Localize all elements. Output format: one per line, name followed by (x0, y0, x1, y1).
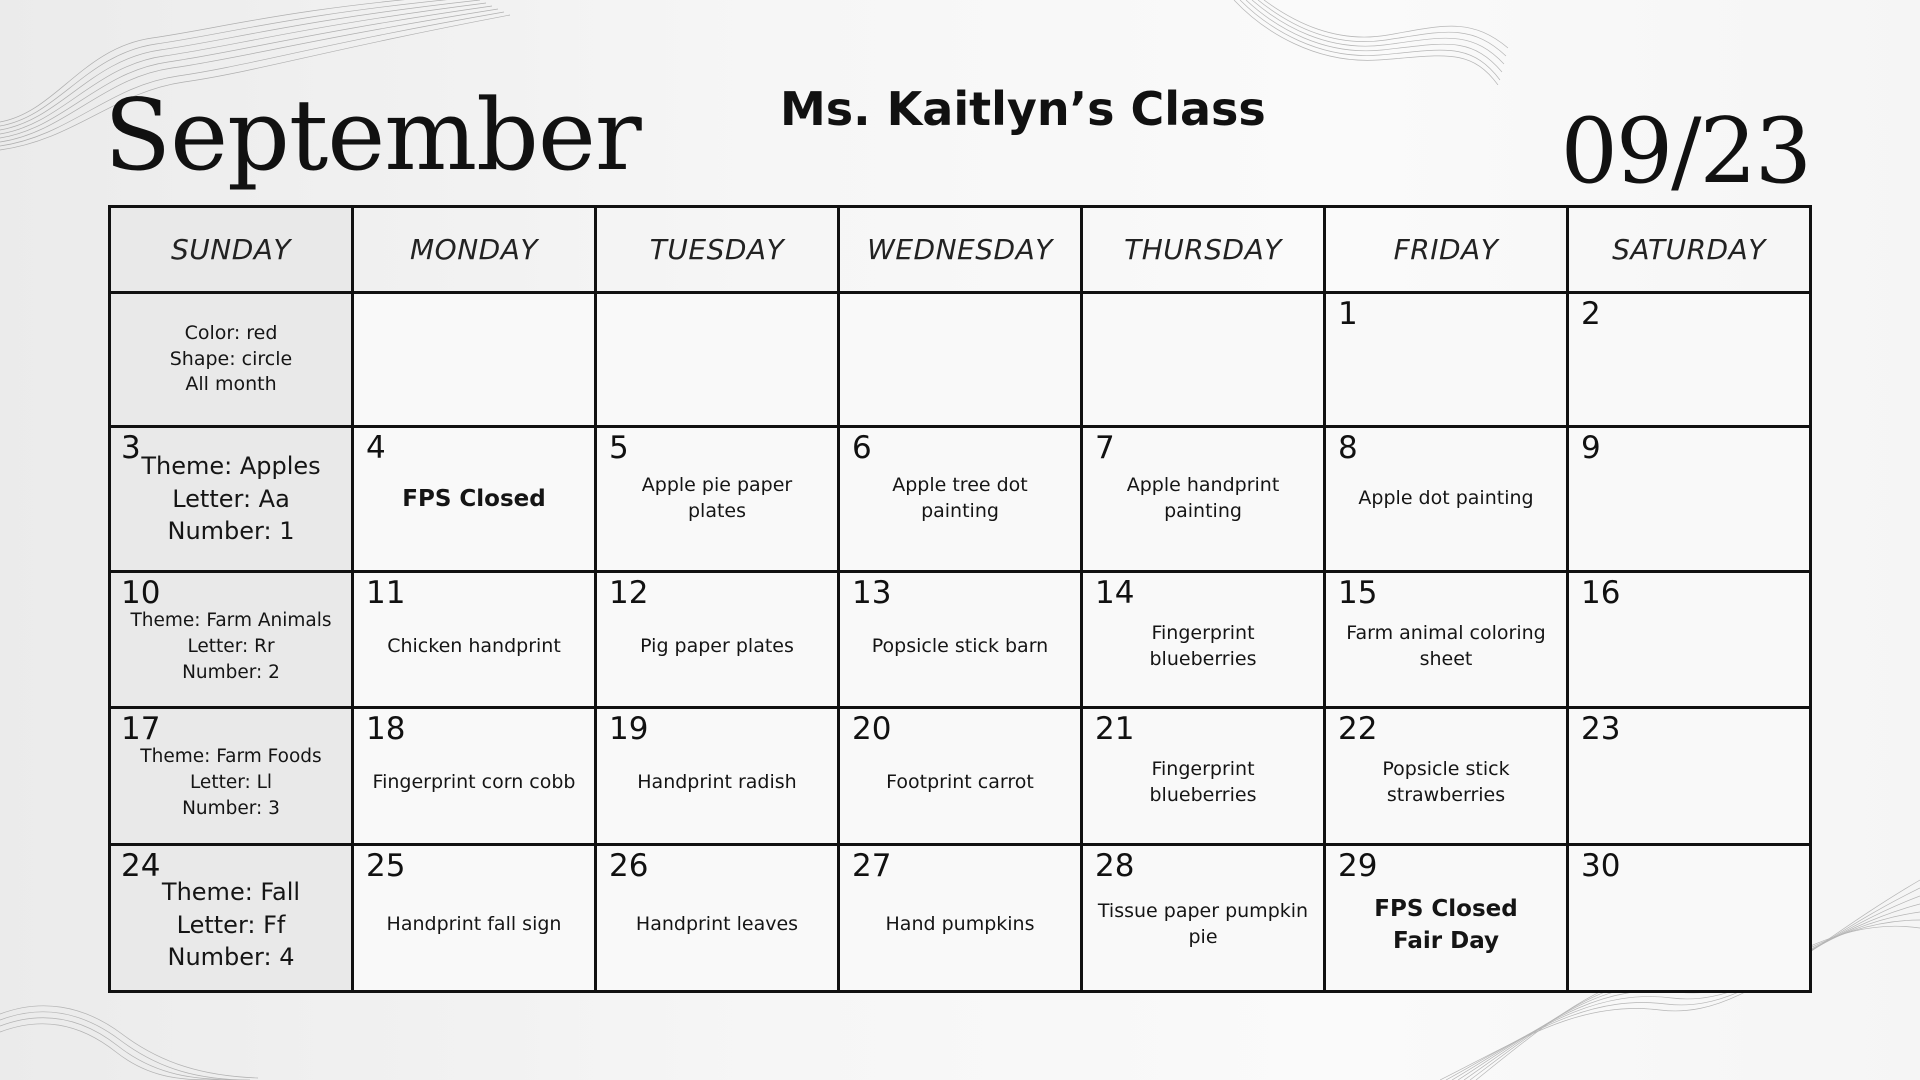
day-cell-12 (596, 572, 839, 708)
activity-text: Handprint leaves (635, 912, 799, 935)
day-number: 7 (1095, 429, 1115, 466)
day-cell-6 (839, 426, 1082, 571)
day-number: 9 (1581, 429, 1601, 466)
day-cell-4 (353, 426, 596, 571)
day-number: 21 (1095, 711, 1135, 748)
day-number: 10 (121, 575, 161, 612)
day-cell-23 (1568, 708, 1811, 844)
activity-text: Handprint radish (637, 771, 797, 794)
day-number: 12 (609, 575, 649, 612)
day-number: 2 (1581, 295, 1601, 332)
closure-note: FPS Closed (402, 485, 546, 512)
day-cell-11 (353, 572, 596, 708)
day-number: 29 (1338, 847, 1378, 884)
day-cell-3 (110, 426, 353, 571)
weekday-label: TUESDAY (649, 232, 785, 266)
day-number: 8 (1338, 429, 1358, 466)
day-cell-10 (110, 572, 353, 708)
day-number: 20 (852, 711, 892, 748)
weekday-label: MONDAY (410, 232, 538, 266)
cell-text: Color: red Shape: circle All month (169, 321, 293, 396)
day-cell-empty (353, 292, 596, 426)
day-cell-28 (1082, 844, 1325, 991)
day-cell-20 (839, 708, 1082, 844)
week-row-1 (110, 292, 1811, 426)
week-row-2 (110, 426, 1811, 571)
header-friday (1325, 207, 1568, 293)
day-number: 28 (1095, 847, 1135, 884)
weekday-label: FRIDAY (1393, 232, 1499, 266)
day-number: 11 (366, 575, 406, 612)
day-number: 14 (1095, 575, 1135, 612)
day-cell-25 (353, 844, 596, 991)
activity-text: Apple tree dot painting (892, 474, 1028, 523)
day-cell-29 (1325, 844, 1568, 991)
week-row-5 (110, 844, 1811, 991)
day-number: 4 (366, 429, 386, 466)
class-title: Ms. Kaitlyn’s Class (780, 82, 1266, 136)
weekday-label: SATURDAY (1612, 232, 1766, 266)
day-number: 26 (609, 847, 649, 884)
header-sunday (110, 207, 353, 293)
activity-text: Pig paper plates (640, 635, 794, 657)
day-number: 30 (1581, 847, 1621, 884)
weekly-theme: Theme: Fall Letter: Ff Number: 4 (161, 878, 301, 971)
day-cell-monthly-info (110, 292, 353, 426)
day-number: 17 (121, 711, 161, 748)
day-cell-14 (1082, 572, 1325, 708)
activity-text: Apple handprint painting (1126, 474, 1280, 523)
day-cell-30 (1568, 844, 1811, 991)
day-number: 13 (852, 575, 892, 612)
day-number: 27 (852, 847, 892, 884)
date-code: 09/23 (1560, 99, 1810, 204)
activity-text: Hand pumpkins (885, 912, 1035, 935)
activity-text: Chicken handprint (387, 635, 561, 657)
day-number: 25 (366, 847, 406, 884)
day-cell-15 (1325, 572, 1568, 708)
day-cell-22 (1325, 708, 1568, 844)
header-saturday (1568, 207, 1811, 293)
month-title: September (104, 79, 641, 193)
day-cell-19 (596, 708, 839, 844)
weekday-header-row (110, 207, 1811, 293)
day-number: 23 (1581, 711, 1621, 748)
header-wednesday (839, 207, 1082, 293)
day-cell-26 (596, 844, 839, 991)
day-cell-17 (110, 708, 353, 844)
activity-text: Farm animal coloring sheet (1346, 622, 1546, 670)
weekly-theme: Theme: Apples Letter: Aa Number: 1 (141, 452, 321, 546)
header-tuesday (596, 207, 839, 293)
day-cell-empty (596, 292, 839, 426)
day-number: 1 (1338, 295, 1358, 332)
activity-text: Handprint fall sign (386, 912, 562, 935)
week-row-3 (110, 572, 1811, 708)
activity-text: Fingerprint corn cobb (372, 771, 576, 794)
day-number: 19 (609, 711, 649, 748)
header-monday (353, 207, 596, 293)
day-cell-empty (839, 292, 1082, 426)
activity-text: Apple dot painting (1358, 487, 1534, 510)
weekday-label: WEDNESDAY (867, 232, 1053, 266)
weekly-theme: Theme: Farm Foods Letter: Ll Number: 3 (140, 746, 322, 819)
header-thursday (1082, 207, 1325, 293)
wave-decoration-top-center (1230, 0, 1510, 85)
day-cell-9 (1568, 426, 1811, 571)
day-cell-8 (1325, 426, 1568, 571)
day-cell-24 (110, 844, 353, 991)
activity-text: Apple pie paper plates (641, 474, 793, 523)
activity-text: Popsicle stick strawberries (1382, 758, 1510, 807)
day-cell-21 (1082, 708, 1325, 844)
weekday-label: THURSDAY (1124, 232, 1282, 266)
activity-text: Fingerprint blueberries (1149, 758, 1257, 807)
day-cell-16 (1568, 572, 1811, 708)
calendar-grid (108, 205, 1812, 993)
day-number: 15 (1338, 575, 1378, 612)
wave-decoration-bottom-left (0, 1000, 260, 1080)
day-cell-18 (353, 708, 596, 844)
day-number: 22 (1338, 711, 1378, 748)
activity-text: Fingerprint blueberries (1149, 622, 1257, 670)
day-cell-empty (1082, 292, 1325, 426)
day-cell-7 (1082, 426, 1325, 571)
activity-text: Tissue paper pumpkin pie (1097, 900, 1309, 948)
day-number: 24 (121, 847, 161, 884)
weekday-label: SUNDAY (170, 232, 292, 266)
day-number: 18 (366, 711, 406, 748)
day-cell-27 (839, 844, 1082, 991)
week-row-4 (110, 708, 1811, 844)
day-cell-1 (1325, 292, 1568, 426)
day-cell-5 (596, 426, 839, 571)
day-cell-13 (839, 572, 1082, 708)
day-number: 5 (609, 429, 629, 466)
activity-text: Popsicle stick barn (871, 635, 1049, 657)
day-number: 3 (121, 429, 141, 466)
day-number: 6 (852, 429, 872, 466)
weekly-theme: Theme: Farm Animals Letter: Rr Number: 2 (130, 609, 332, 683)
closure-note: FPS Closed Fair Day (1374, 895, 1518, 954)
activity-text: Footprint carrot (886, 771, 1034, 794)
day-number: 16 (1581, 575, 1621, 612)
day-cell-2 (1568, 292, 1811, 426)
